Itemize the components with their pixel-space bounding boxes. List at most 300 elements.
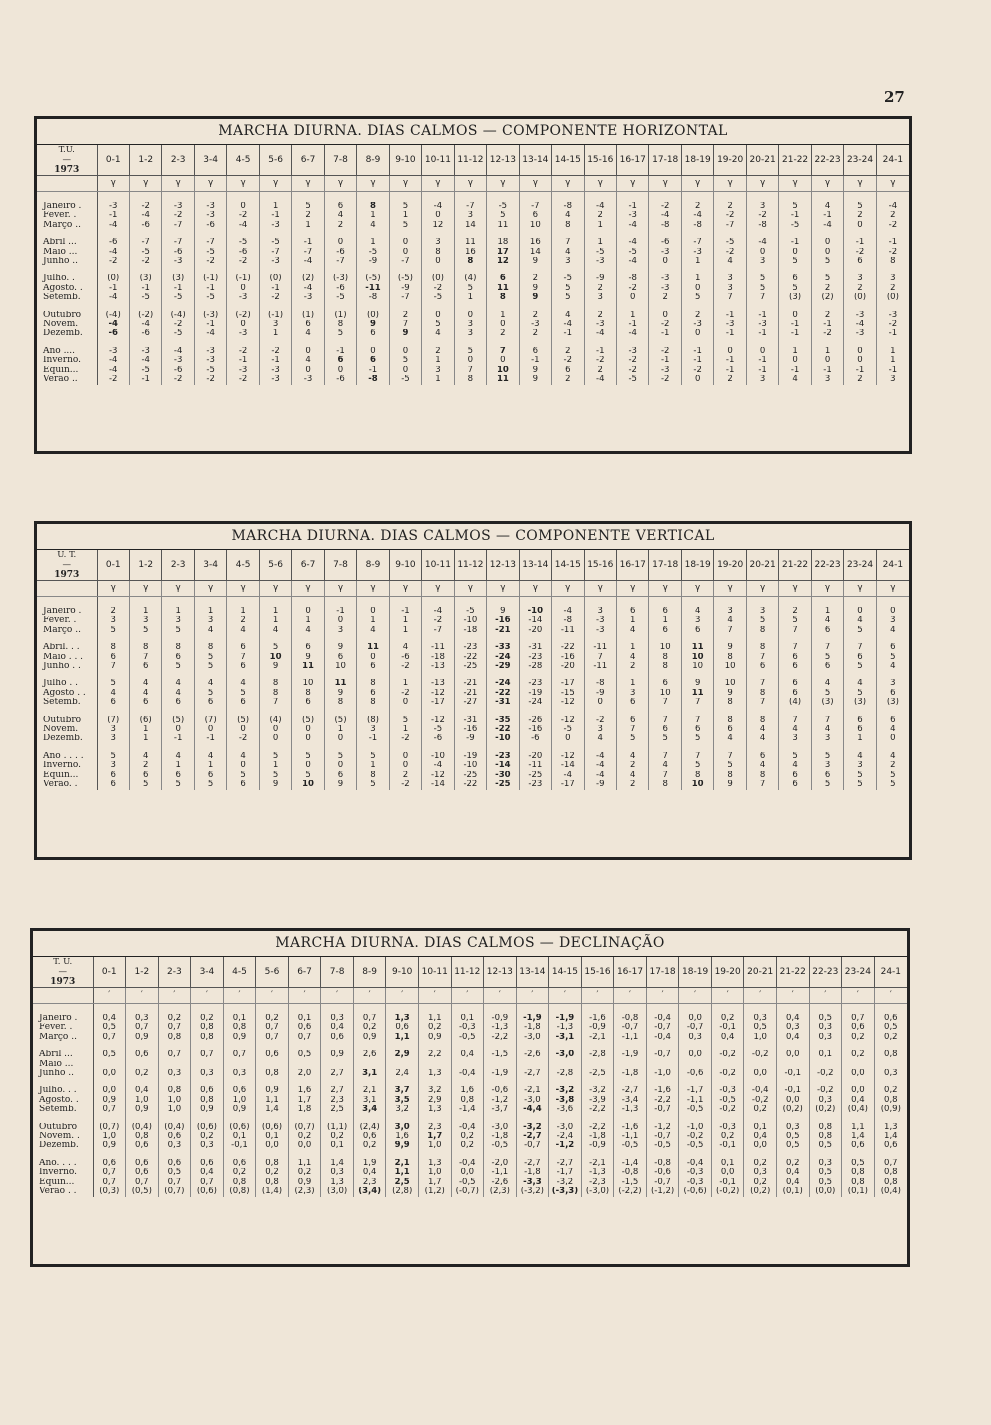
- value-cell: 5: [162, 780, 194, 789]
- value-cell: 1: [259, 761, 291, 770]
- value-cell: 0,3: [679, 1033, 712, 1042]
- value-cell: 0,6: [126, 1168, 159, 1177]
- column-header: 3-4: [191, 957, 224, 988]
- value-cell: 6: [97, 653, 129, 662]
- value-cell: -3,8: [549, 1096, 582, 1105]
- value-cell: 0: [746, 248, 778, 257]
- value-cell: -1,7: [549, 1168, 582, 1177]
- value-cell: 0,2: [744, 1105, 777, 1114]
- value-cell: -4: [584, 202, 616, 211]
- value-cell: 11: [681, 689, 713, 698]
- value-cell: 7: [129, 653, 161, 662]
- value-cell: -1,8: [516, 1023, 549, 1032]
- spacer-cell: [259, 635, 291, 643]
- column-header: 19-20: [711, 957, 744, 988]
- column-header: 13-14: [519, 145, 551, 176]
- spacer-cell: [386, 1115, 419, 1123]
- unit-cell: γ: [584, 581, 616, 597]
- value-cell: 1: [649, 616, 681, 625]
- units-label: [33, 988, 93, 1004]
- value-cell: 0,0: [744, 1069, 777, 1078]
- value-cell: -11: [584, 643, 616, 652]
- spacer-cell: [842, 1078, 875, 1086]
- value-cell: -1: [746, 366, 778, 375]
- column-header: 6-7: [288, 957, 321, 988]
- spacer-cell: [129, 744, 161, 752]
- value-cell: 3,5: [386, 1096, 419, 1105]
- value-cell: 5: [194, 653, 226, 662]
- value-cell: 2,1: [353, 1086, 386, 1095]
- value-cell: 3: [811, 375, 843, 384]
- value-cell: 5: [162, 626, 194, 635]
- value-cell: 3: [681, 616, 713, 625]
- table-row: [37, 643, 909, 652]
- value-cell: 4: [746, 761, 778, 770]
- value-cell: 6: [129, 771, 161, 780]
- value-cell: 7: [487, 347, 519, 356]
- spacer-cell: [779, 635, 811, 643]
- spacer-cell: [809, 1042, 842, 1050]
- spacer-cell: [454, 230, 486, 238]
- value-cell: 0,2: [191, 1014, 224, 1023]
- value-cell: -11: [422, 643, 454, 652]
- value-cell: 5: [779, 752, 811, 761]
- value-cell: 0: [487, 356, 519, 365]
- value-cell: 6: [681, 626, 713, 635]
- column-header: 20-21: [746, 145, 778, 176]
- spacer-cell: [97, 230, 129, 238]
- value-cell: -1: [552, 329, 584, 338]
- spacer-cell: [324, 744, 356, 752]
- spacer-cell: [353, 1151, 386, 1159]
- spacer-cell: [487, 339, 519, 347]
- table-row: [37, 771, 909, 780]
- spacer-cell: [714, 230, 746, 238]
- value-cell: 0: [649, 257, 681, 266]
- value-cell: -22: [487, 725, 519, 734]
- value-cell: -3,1: [549, 1033, 582, 1042]
- value-cell: 5: [811, 752, 843, 761]
- value-cell: -10: [454, 761, 486, 770]
- value-cell: -1: [129, 284, 161, 293]
- unit-cell: γ: [584, 176, 616, 192]
- unit-cell: γ: [811, 176, 843, 192]
- value-cell: -8: [552, 202, 584, 211]
- value-cell: 1: [389, 725, 421, 734]
- value-cell: -9: [389, 284, 421, 293]
- value-cell: [386, 1060, 419, 1069]
- value-cell: 7: [746, 780, 778, 789]
- value-cell: -2: [194, 257, 226, 266]
- value-cell: -31: [487, 698, 519, 707]
- value-cell: 0,6: [842, 1023, 875, 1032]
- spacer-cell: [422, 597, 454, 608]
- value-cell: 9: [324, 643, 356, 652]
- value-cell: -3,0: [549, 1123, 582, 1132]
- value-cell: 0,2: [321, 1132, 354, 1141]
- value-cell: -1,9: [614, 1050, 647, 1059]
- value-cell: -6: [324, 284, 356, 293]
- spacer-cell: [418, 1078, 451, 1086]
- spacer-cell: [324, 635, 356, 643]
- spacer-cell: [227, 192, 259, 203]
- value-cell: 0: [389, 248, 421, 257]
- spacer-cell: [714, 339, 746, 347]
- value-cell: (1,1): [321, 1123, 354, 1132]
- value-cell: -5: [194, 293, 226, 302]
- column-header: 4-5: [223, 957, 256, 988]
- value-cell: -1,5: [614, 1178, 647, 1187]
- value-cell: -20: [519, 626, 551, 635]
- unit-cell: γ: [649, 581, 681, 597]
- unit-cell: ′: [93, 988, 126, 1004]
- value-cell: -4: [617, 329, 649, 338]
- table-row: [33, 1187, 907, 1196]
- column-header: 17-18: [649, 145, 681, 176]
- spacer-cell: [714, 708, 746, 716]
- row-label: Julho. . .: [33, 1086, 93, 1095]
- spacer-cell: [549, 1042, 582, 1050]
- value-cell: 5: [890, 770, 896, 780]
- row-label: Maio ...: [37, 248, 97, 257]
- row-label: Equin...: [33, 1178, 93, 1187]
- value-cell: 6: [779, 662, 811, 671]
- value-cell: -0,1: [776, 1069, 809, 1078]
- value-cell: 0: [227, 725, 259, 734]
- value-cell: 1: [162, 761, 194, 770]
- value-cell: 0,3: [744, 1168, 777, 1177]
- value-cell: 6: [292, 320, 324, 329]
- value-cell: 0,8: [223, 1178, 256, 1187]
- value-cell: -23: [487, 752, 519, 761]
- column-header: 0-1: [97, 550, 129, 581]
- table-row: [37, 221, 909, 230]
- value-cell: 0,4: [321, 1023, 354, 1032]
- value-cell: 9: [324, 780, 356, 789]
- value-cell: (0,5): [126, 1187, 159, 1196]
- value-cell: (-2,2): [614, 1187, 647, 1196]
- value-cell: -0,1: [711, 1141, 744, 1150]
- spacer-cell: [549, 1078, 582, 1086]
- value-cell: 0,7: [126, 1023, 159, 1032]
- row-label: Março ..: [37, 626, 97, 635]
- value-cell: 5: [259, 643, 291, 652]
- value-cell: (0): [357, 311, 389, 320]
- value-cell: 0,2: [288, 1132, 321, 1141]
- value-cell: 0,6: [191, 1159, 224, 1168]
- value-cell: 14: [519, 248, 551, 257]
- value-cell: -2: [389, 780, 421, 789]
- value-cell: 8: [746, 626, 778, 635]
- value-cell: 0,7: [93, 1178, 126, 1187]
- value-cell: 4: [890, 725, 896, 735]
- value-cell: 3: [584, 725, 616, 734]
- row-label: Equin...: [37, 771, 97, 780]
- value-cell: 3: [779, 734, 811, 743]
- unit-cell: ′: [776, 988, 809, 1004]
- value-cell: -5: [714, 238, 746, 247]
- value-cell: 3: [454, 211, 486, 220]
- value-cell: -0,5: [614, 1141, 647, 1150]
- value-cell: -5: [584, 248, 616, 257]
- spacer-cell: [191, 1151, 224, 1159]
- row-header-line: 1973: [54, 165, 80, 175]
- value-cell: 2: [714, 202, 746, 211]
- value-cell: 0,2: [191, 1132, 224, 1141]
- table-row: [33, 1086, 907, 1095]
- value-cell: 3: [97, 725, 129, 734]
- value-cell: 5: [324, 329, 356, 338]
- value-cell: -6: [129, 329, 161, 338]
- value-cell: 0: [324, 761, 356, 770]
- value-cell: 2: [844, 375, 876, 384]
- value-cell: 0: [552, 734, 584, 743]
- unit-cell: γ: [162, 581, 194, 597]
- spacer-cell: [422, 339, 454, 347]
- value-cell: 0,0: [776, 1096, 809, 1105]
- value-cell: 4: [844, 616, 876, 625]
- value-cell: -1: [746, 356, 778, 365]
- value-cell: 7: [681, 752, 713, 761]
- row-label: Janeiro .: [37, 607, 97, 616]
- unit-cell: γ: [129, 176, 161, 192]
- value-cell: 0,5: [809, 1141, 842, 1150]
- value-cell: -7: [454, 202, 486, 211]
- value-cell: -8: [681, 221, 713, 230]
- value-cell: 1,9: [353, 1159, 386, 1168]
- value-cell: 1,7: [418, 1178, 451, 1187]
- value-cell: 0: [844, 347, 876, 356]
- value-cell: -15: [552, 689, 584, 698]
- spacer-cell: [487, 192, 519, 203]
- value-cell: -7: [292, 248, 324, 257]
- spacer-cell: [779, 671, 811, 679]
- table-row: [37, 653, 909, 662]
- value-cell: 5: [162, 662, 194, 671]
- value-cell: -16: [552, 653, 584, 662]
- value-cell: -2,2: [484, 1033, 517, 1042]
- unit-cell: γ: [519, 581, 551, 597]
- value-cell: -8: [357, 293, 389, 302]
- column-header: 5-6: [256, 957, 289, 988]
- spacer-cell: [223, 1151, 256, 1159]
- value-cell: 0,3: [809, 1096, 842, 1105]
- value-cell: 1: [617, 616, 649, 625]
- column-header: 15-16: [581, 957, 614, 988]
- value-cell: -7: [129, 238, 161, 247]
- spacer-cell: [194, 635, 226, 643]
- value-cell: (-0,7): [451, 1187, 484, 1196]
- spacer-cell: [811, 708, 843, 716]
- value-cell: 3: [584, 607, 616, 616]
- spacer-cell: [549, 1004, 582, 1015]
- unit-cell: γ: [552, 176, 584, 192]
- value-cell: -1: [357, 366, 389, 375]
- table-row: [37, 752, 909, 761]
- spacer-cell: [744, 1004, 777, 1015]
- value-cell: (0): [97, 274, 129, 283]
- spacer-cell: [422, 303, 454, 311]
- value-cell: 5: [194, 662, 226, 671]
- value-cell: -0,9: [484, 1014, 517, 1023]
- value-cell: -5: [129, 248, 161, 257]
- value-cell: 0: [681, 284, 713, 293]
- spacer-cell: [649, 303, 681, 311]
- value-cell: 0,7: [256, 1033, 289, 1042]
- value-cell: 10: [714, 662, 746, 671]
- spacer-cell: [227, 708, 259, 716]
- value-cell: -13: [422, 679, 454, 688]
- spacer-cell: [844, 597, 876, 608]
- spacer-cell: [422, 635, 454, 643]
- spacer-cell: [292, 744, 324, 752]
- value-cell: 9: [357, 320, 389, 329]
- value-cell: 10: [487, 366, 519, 375]
- spacer-cell: [321, 1078, 354, 1086]
- value-cell: -5: [422, 725, 454, 734]
- spacer-cell: [779, 597, 811, 608]
- value-cell: 6: [324, 653, 356, 662]
- value-cell: -2: [552, 356, 584, 365]
- spacer-cell: [324, 671, 356, 679]
- value-cell: 6: [649, 607, 681, 616]
- spacer-cell: [679, 1115, 712, 1123]
- row-label: Junho . .: [37, 662, 97, 671]
- unit-cell: ′: [321, 988, 354, 1004]
- value-cell: -1: [779, 329, 811, 338]
- spacer-cell: [811, 266, 843, 274]
- value-cell: 0: [649, 311, 681, 320]
- value-cell: 4: [194, 626, 226, 635]
- value-cell: 0,4: [191, 1168, 224, 1177]
- spacer-cell: [519, 671, 551, 679]
- value-cell: -5: [617, 375, 649, 384]
- value-cell: 7: [714, 626, 746, 635]
- value-cell: -2: [714, 211, 746, 220]
- unit-cell: ′: [614, 988, 647, 1004]
- value-cell: 5: [811, 653, 843, 662]
- value-cell: -1: [292, 238, 324, 247]
- value-cell: (0,0): [809, 1187, 842, 1196]
- value-cell: 3: [714, 274, 746, 283]
- value-cell: -29: [487, 662, 519, 671]
- value-cell: 1,3: [418, 1069, 451, 1078]
- value-cell: 0,3: [191, 1069, 224, 1078]
- value-cell: 1,0: [418, 1141, 451, 1150]
- value-cell: 8: [714, 698, 746, 707]
- value-cell: 0,1: [288, 1014, 321, 1023]
- spacer-cell: [552, 635, 584, 643]
- spacer-cell: [33, 1115, 93, 1123]
- value-cell: 2: [227, 616, 259, 625]
- spacer-cell: [129, 597, 161, 608]
- spacer-cell: [97, 671, 129, 679]
- spacer-cell: [876, 303, 909, 311]
- value-cell: -1,3: [581, 1168, 614, 1177]
- spacer-cell: [93, 1151, 126, 1159]
- value-cell: -4: [227, 221, 259, 230]
- row-header-line: —: [58, 967, 67, 977]
- value-cell: 0,2: [451, 1132, 484, 1141]
- value-cell: 1: [584, 221, 616, 230]
- spacer-cell: [614, 1078, 647, 1086]
- value-cell: 3: [552, 257, 584, 266]
- table-row: [37, 716, 909, 725]
- value-cell: 10: [681, 780, 713, 789]
- spacer-cell: [617, 266, 649, 274]
- value-cell: 0,6: [288, 1023, 321, 1032]
- value-cell: -1: [811, 211, 843, 220]
- value-cell: -1: [194, 734, 226, 743]
- value-cell: -2,8: [581, 1050, 614, 1059]
- spacer-cell: [584, 708, 616, 716]
- value-cell: 0: [811, 248, 843, 257]
- spacer-cell: [126, 1042, 159, 1050]
- value-cell: 4: [649, 761, 681, 770]
- table-row: [37, 698, 909, 707]
- value-cell: -1,8: [484, 1132, 517, 1141]
- spacer-cell: [162, 303, 194, 311]
- value-cell: -1: [227, 356, 259, 365]
- value-cell: 10: [292, 780, 324, 789]
- value-cell: -0,7: [646, 1178, 679, 1187]
- table-row: [33, 1060, 907, 1069]
- spacer-cell: [93, 1115, 126, 1123]
- column-header: 9-10: [389, 145, 421, 176]
- value-cell: 0,8: [884, 1168, 898, 1178]
- value-cell: -8: [617, 274, 649, 283]
- value-cell: -1: [844, 238, 876, 247]
- value-cell: -3: [649, 366, 681, 375]
- value-cell: 6: [194, 698, 226, 707]
- value-cell: 7: [649, 698, 681, 707]
- value-cell: -2: [617, 366, 649, 375]
- spacer-cell: [681, 230, 713, 238]
- spacer-cell: [681, 266, 713, 274]
- value-cell: -3,3: [516, 1178, 549, 1187]
- spacer-cell: [292, 708, 324, 716]
- value-cell: 5: [552, 284, 584, 293]
- value-cell: 10: [681, 653, 713, 662]
- value-cell: -2,7: [549, 1159, 582, 1168]
- spacer-cell: [162, 744, 194, 752]
- value-cell: 8: [714, 771, 746, 780]
- spacer-cell: [158, 1042, 191, 1050]
- value-cell: -2: [649, 202, 681, 211]
- spacer-cell: [876, 339, 909, 347]
- value-cell: -0,2: [711, 1050, 744, 1059]
- value-cell: -5: [227, 238, 259, 247]
- value-cell: (-3,0): [581, 1187, 614, 1196]
- value-cell: -0,2: [679, 1132, 712, 1141]
- row-label: Julho . .: [37, 679, 97, 688]
- unit-cell: ′: [874, 988, 907, 1004]
- value-cell: 1,8: [288, 1105, 321, 1114]
- value-cell: 8: [746, 771, 778, 780]
- value-cell: 0: [259, 734, 291, 743]
- value-cell: -1: [888, 238, 898, 248]
- value-cell: 12: [422, 221, 454, 230]
- value-cell: -2: [888, 220, 898, 230]
- value-cell: -2: [227, 734, 259, 743]
- table-row: [33, 1132, 907, 1141]
- spacer-cell: [162, 192, 194, 203]
- value-cell: -2: [227, 347, 259, 356]
- value-cell: -1: [97, 211, 129, 220]
- spacer-cell: [256, 1042, 289, 1050]
- value-cell: 0,3: [776, 1123, 809, 1132]
- value-cell: 6: [357, 689, 389, 698]
